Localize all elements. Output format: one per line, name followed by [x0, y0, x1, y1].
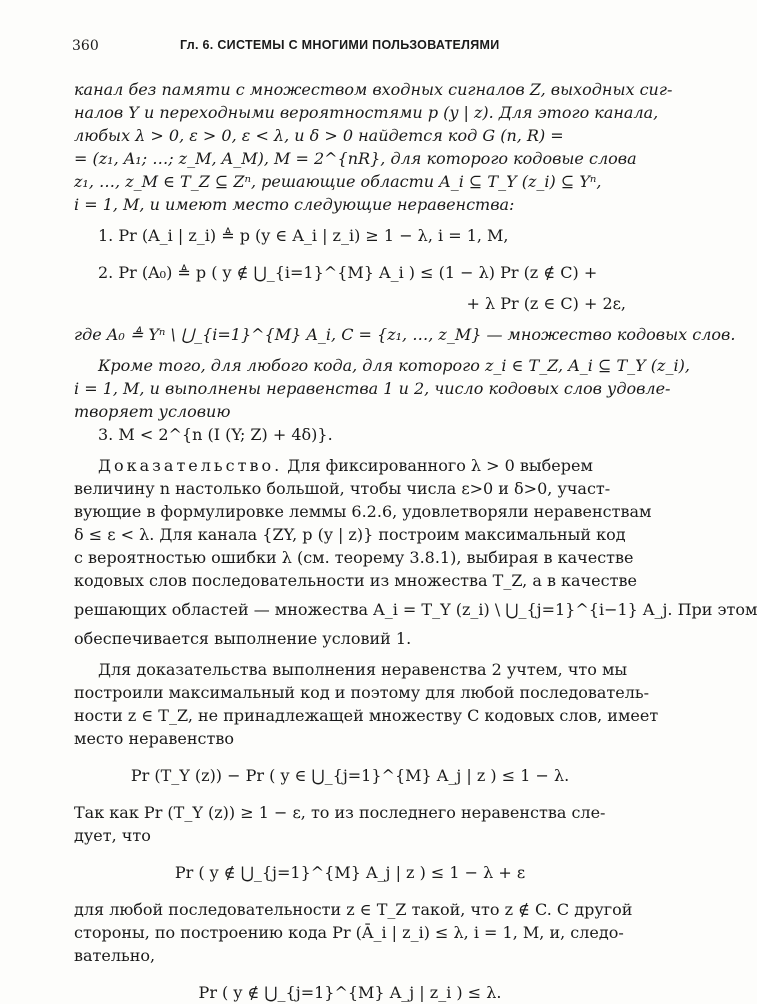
text-line: решающих областей — множества A_i = T_Y (z_i) \ ⋃_{j=1}^{i−1} A_j. При этом [74, 600, 757, 619]
text-line: место неравенство [74, 729, 234, 748]
text-line: канал без памяти с множеством входных сигналов Z, выходных сиг- [74, 80, 673, 99]
text-line: ности z ∈ T_Z, не принадлежащей множеству C кодовых слов, имеет [74, 706, 659, 725]
text-line: Для доказательства выполнения неравенства 2 учтем, что мы [98, 660, 628, 679]
equation-5: Pr ( y ∉ ⋃_{j=1}^{M} A_j | z ) ≤ 1 − λ + ε [174, 863, 526, 882]
page-body [74, 78, 757, 1004]
equation-6: Pr ( y ∉ ⋃_{j=1}^{M} A_j | z_i ) ≤ λ. [198, 983, 502, 1002]
equation-2a: 2. Pr (A₀) ≜ p ( y ∉ ⋃_{i=1}^{M} A_i ) ≤ (1 − λ) Pr (z ∉ C) + [98, 263, 598, 282]
equation-4: Pr (T_Y (z)) − Pr ( y ∈ ⋃_{j=1}^{M} A_j | z ) ≤ 1 − λ. [130, 766, 570, 785]
text-line: налов Y и переходными вероятностями p (y | z). Для этого канала, [74, 103, 659, 122]
page-number: 360 [72, 38, 99, 54]
text-line: i = 1, M, и выполнены неравенства 1 и 2, число кодовых слов удовле- [74, 379, 671, 398]
proof-label: Доказательство. [98, 456, 283, 475]
text-line: с вероятностью ошибки λ (см. теорему 3.8.1), выбирая в качестве [74, 548, 634, 567]
text-line: z₁, …, z_M ∈ T_Z ⊆ Zⁿ, решающие области A_i ⊆ T_Y (z_i) ⊆ Yⁿ, [74, 172, 602, 191]
text-line: любых λ > 0, ε > 0, ε < λ, и δ > 0 найдется код G (n, R) = [74, 126, 564, 145]
running-title: Гл. 6. СИСТЕМЫ С МНОГИМИ ПОЛЬЗОВАТЕЛЯМИ [180, 38, 500, 52]
text-line: для любой последовательности z ∈ T_Z такой, что z ∉ C. С другой [74, 900, 633, 919]
equation-1: 1. Pr (A_i | z_i) ≜ p (y ∈ A_i | z_i) ≥ 1 − λ, i = 1, M, [98, 226, 509, 245]
text-line: кодовых слов последовательности из множества T_Z, а в качестве [74, 571, 637, 590]
text-line: обеспечивается выполнение условий 1. [74, 629, 412, 648]
equation-2c: где A₀ ≜ Yⁿ \ ⋃_{i=1}^{M} A_i, C = {z₁, …, z_M} — множество кодовых слов. [74, 325, 736, 344]
text-line: Кроме того, для любого кода, для которого z_i ∈ T_Z, A_i ⊆ T_Y (z_i), [98, 356, 690, 375]
proof-first-line [74, 454, 626, 477]
text-line: построили максимальный код и поэтому для любой последователь- [74, 683, 650, 702]
text-line: δ ≤ ε < λ. Для канала {ZY, p (y | z)} построим максимальный код [74, 525, 626, 544]
text-line: творяет условию [74, 402, 231, 421]
text-line: вательно, [74, 946, 156, 965]
page-header [72, 38, 625, 58]
text-line: = (z₁, A₁; …; z_M, A_M), M = 2^{nR}, для которого кодовые слова [74, 149, 637, 168]
text-line: величину n настолько большой, чтобы числа ε>0 и δ>0, участ- [74, 479, 611, 498]
text-line: стороны, по построению кода Pr (Ā_i | z_i) ≤ λ, i = 1, M, и, следо- [74, 923, 624, 942]
text-line: вующие в формулировке леммы 6.2.6, удовлетворяли неравенствам [74, 502, 652, 521]
proof-text: Для фиксированного λ > 0 выберем [287, 456, 593, 475]
equation-2b: + λ Pr (z ∈ C) + 2ε, [466, 294, 626, 313]
text-line: Так как Pr (T_Y (z)) ≥ 1 − ε, то из последнего неравенства сле- [74, 803, 606, 822]
text-line: дует, что [74, 826, 151, 845]
text-line: i = 1, M, и имеют место следующие неравенства: [74, 195, 515, 214]
equation-3: 3. M < 2^{n (I (Y; Z) + 4δ)}. [98, 425, 333, 444]
